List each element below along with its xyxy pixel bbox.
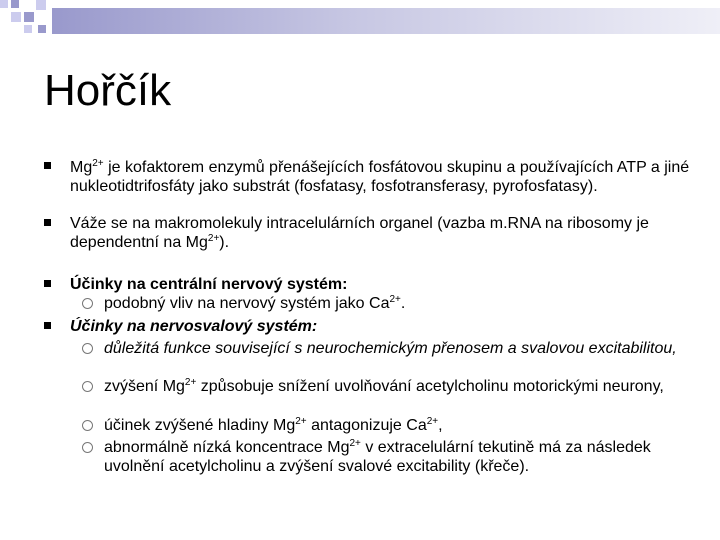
circle-bullet-icon: [82, 298, 93, 309]
decor-square-5: [36, 0, 46, 10]
header-gradient-band: [52, 8, 720, 34]
decor-square-2: [11, 0, 19, 8]
heading-cns: Účinky na centrální nervový systém:: [70, 276, 348, 293]
cofactor-text: je kofaktorem enzymů přenášejících fosfátovou skupinu a používajících ATP a jiné nukleotidtrifosfáty jako substrát (fosfatasy, fosfotransferasy, pyrofosfatasy).: [70, 159, 690, 195]
decor-square-4: [24, 12, 34, 22]
binding-text: Váže se na makromolekuly intracelulárních organel (vazba m.RNA na ribosomy je dependentní na Mg: [70, 215, 649, 251]
nm-item-3: účinek zvýšené hladiny $Mg^{2+}$ antagonizuje $Ca^{2+}$,: [104, 416, 443, 434]
circle-bullet-icon: [82, 442, 93, 453]
circle-bullet-icon: [82, 343, 93, 354]
nm-item-1: důležitá funkce související s neurochemickým přenosem a svalovou excitabilitou,: [104, 340, 677, 357]
nm-item-2: zvýšení $Mg^{2+}$ způsobuje snížení uvolňování acetylcholinu motorickými neurony,: [104, 377, 664, 395]
circle-bullet-icon: [82, 420, 93, 431]
decor-square-1: [0, 0, 8, 8]
square-bullet-icon: [44, 322, 51, 332]
cns-item-1: podobný vliv na nervový systém jako $Ca^{2+}$.: [104, 294, 406, 312]
paragraph-binding: [70, 214, 700, 252]
mg-text: Mg: [70, 159, 93, 176]
square-bullet-icon: [44, 280, 51, 290]
charge-sup: 2+: [92, 158, 104, 169]
square-bullet-icon: [44, 162, 51, 172]
square-bullet-icon: [44, 219, 51, 229]
decor-square-3: [11, 12, 21, 22]
paragraph-cofactor: [70, 158, 700, 196]
decor-square-6: [24, 25, 32, 33]
circle-bullet-icon: [82, 381, 93, 392]
slide-title: Hořčík: [44, 66, 172, 115]
heading-neuromuscular: Účinky na nervosvalový systém:: [70, 318, 318, 335]
binding-end: ).: [219, 234, 230, 251]
charge-sup: 2+: [207, 233, 220, 244]
decor-square-7: [38, 25, 46, 33]
nm-item-4: abnormálně nízká koncentrace $Mg^{2+}$ v extracelulární tekutině má za následek uvolnění acetylcholinu a zvýšení svalové excitability (křeče).: [104, 438, 651, 475]
